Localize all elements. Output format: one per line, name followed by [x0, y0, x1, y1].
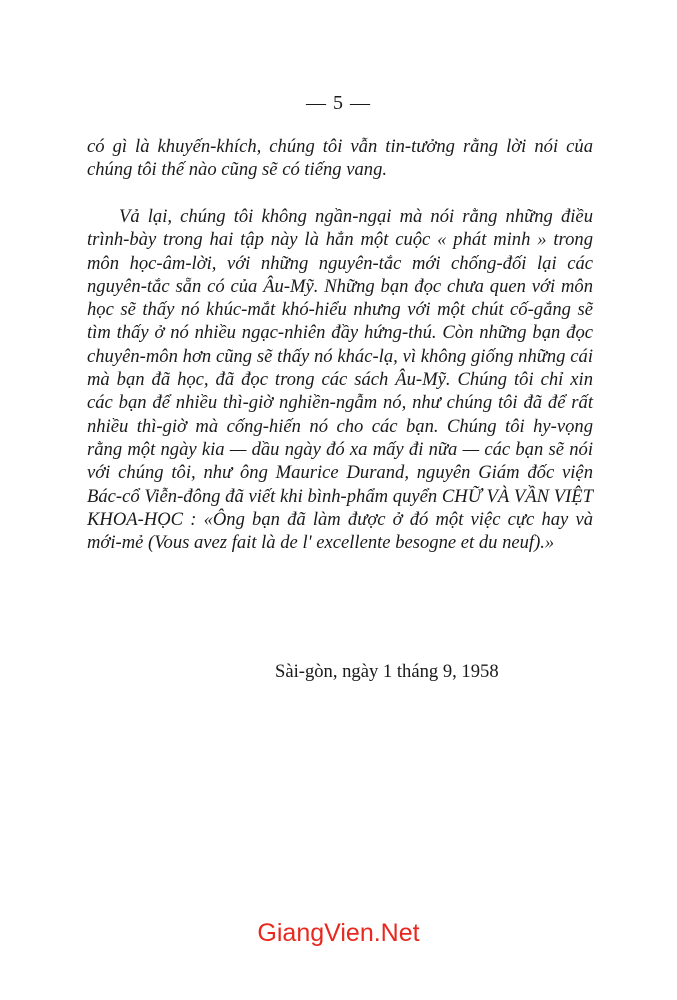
page-number: — 5 — [306, 92, 371, 114]
site-watermark: GiangVien.Net [257, 919, 420, 947]
paragraph-continuation: có gì là khuyến-khích, chúng tôi vẫn tin-tưởng rằng lời nói của chúng tôi thế nào cũng sẽ có tiếng vang. [87, 136, 593, 181]
signature-place-date: Sài-gòn, ngày 1 tháng 9, 1958 [275, 661, 499, 682]
paragraph-main: Vả lại, chúng tôi không ngần-ngại mà nói rằng những điều trình-bày trong hai tập này là hẳn một cuộc « phát minh » trong môn học-âm-lời, với những nguyên-tắc mới chống-đối lại các nguyên-tắc sẵn có của Âu-Mỹ. Những bạn đọc chưa quen với môn học sẽ thấy nó khúc-mắt khó-hiểu nhưng với một chút cố-gắng sẽ tìm thấy ở nó nhiều ngạc-nhiên đầy hứng-thú. Còn những bạn đọc chuyên-môn hơn cũng sẽ thấy nó khác-lạ, vì không giống những cái mà bạn đã học, đã đọc trong các sách Âu-Mỹ. Chúng tôi chỉ xin các bạn để nhiều thì-giờ nghiền-ngẫm nó, như chúng tôi đã để rất nhiều thì-giờ mà cống-hiến nó cho các bạn. Chúng tôi hy-vọng rằng một ngày kia — dầu ngày đó xa mấy đi nữa — các bạn sẽ nói với chúng tôi, như ông Maurice Durand, nguyên Giám đốc viện Bác-cổ Viễn-đông đã viết khi bình-phẩm quyển CHỮ VÀ VẦN VIỆT KHOA-HỌC : «Ông bạn đã làm được ở đó một việc cực hay và mới-mẻ (Vous avez fait là de l' excellente besogne et du neuf).» [87, 206, 593, 554]
